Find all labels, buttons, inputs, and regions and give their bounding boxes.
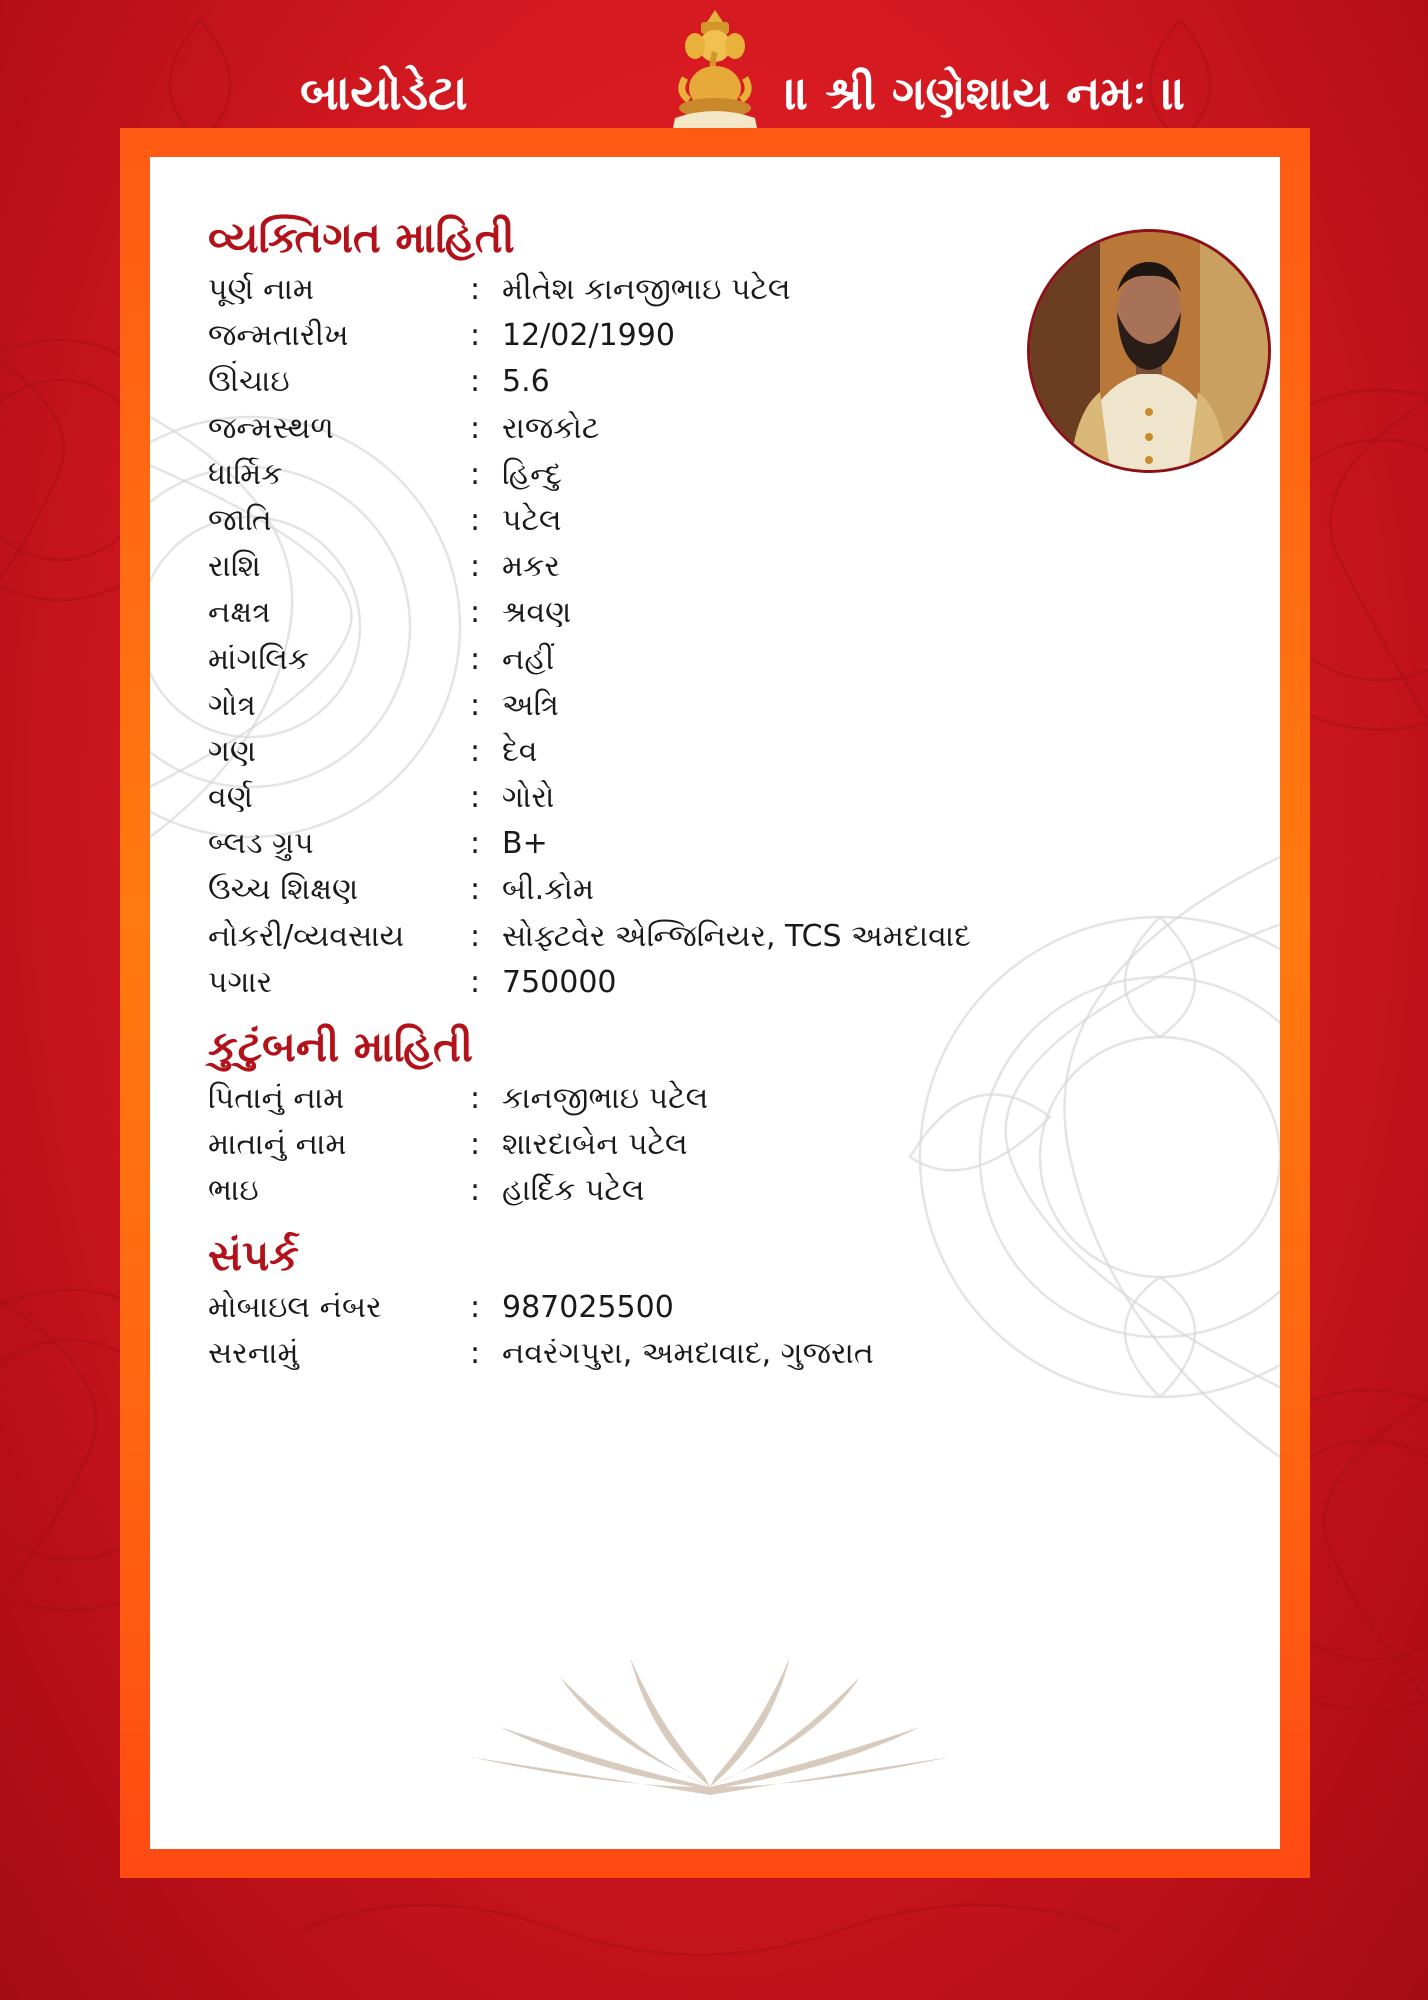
- row-value: 987025500: [502, 1289, 674, 1325]
- info-row-height: [208, 359, 1108, 405]
- row-label: બ્લડ ગ્રુપ: [208, 826, 314, 862]
- row-value: હિન્દુ: [502, 456, 562, 492]
- info-row-mobile: [208, 1285, 1108, 1331]
- row-value: 12/02/1990: [502, 318, 675, 354]
- row-separator: :: [470, 687, 481, 723]
- row-value: B+: [502, 826, 548, 862]
- row-label: સરનામું: [208, 1335, 299, 1371]
- biodata-sheet: [150, 157, 1280, 1849]
- info-row-religion: [208, 452, 1108, 498]
- info-row-salary: [208, 960, 1108, 1006]
- info-row-birth-place: [208, 406, 1108, 452]
- row-label: પિતાનું નામ: [208, 1081, 345, 1116]
- row-separator: :: [470, 364, 481, 400]
- row-label: માતાનું નામ: [208, 1127, 347, 1163]
- info-row-father-name: [208, 1076, 1108, 1122]
- row-label: જન્મસ્થળ: [208, 410, 334, 446]
- row-separator: :: [470, 1081, 481, 1116]
- row-separator: :: [470, 272, 481, 307]
- row-separator: :: [470, 456, 481, 492]
- row-value: કાનજીભાઇ પટેલ: [502, 1081, 709, 1116]
- row-label: પૂર્ણ નામ: [208, 272, 315, 307]
- info-row-address: [208, 1331, 1108, 1377]
- info-row-brother: [208, 1168, 1108, 1214]
- personal-info-heading: વ્યક્તિગત માહિતી: [208, 213, 515, 262]
- info-row-caste: [208, 498, 1108, 544]
- row-separator: :: [470, 1173, 481, 1209]
- row-value: સોફ્ટવેર એન્જિનિયર, TCS અમદાવાદ: [502, 918, 971, 954]
- row-value: અત્રિ: [502, 687, 559, 723]
- row-label: ઉચ્ચ શિક્ષણ: [208, 872, 359, 908]
- row-separator: :: [470, 1289, 481, 1325]
- row-label: મોબાઇલ નંબર: [208, 1289, 382, 1325]
- info-row-birth-date: [208, 313, 1108, 359]
- row-label: ગોત્ર: [208, 687, 256, 723]
- row-value: બી.કોમ: [502, 872, 595, 908]
- info-row-occupation: [208, 914, 1108, 960]
- row-separator: :: [470, 410, 481, 446]
- row-separator: :: [470, 872, 481, 908]
- row-label: ભાઇ: [208, 1173, 259, 1209]
- info-row-mother-name: [208, 1122, 1108, 1168]
- info-row-education: [208, 867, 1108, 913]
- row-separator: :: [470, 1127, 481, 1163]
- row-label: નોકરી/વ્યવસાય: [208, 918, 405, 954]
- section-spacer: [208, 1215, 1108, 1227]
- shree-ganeshay-namah-text: ॥ શ્રી ગણેશાય નમઃ ॥: [785, 66, 1187, 120]
- info-row-full-name: [208, 267, 1108, 313]
- biodata-content: [208, 209, 1108, 1377]
- row-separator: :: [470, 780, 481, 816]
- row-value: દેવ: [502, 733, 538, 769]
- row-value: મકર: [502, 549, 560, 585]
- ganesh-idol-icon: [665, 8, 765, 133]
- info-row-blood-group: [208, 821, 1108, 867]
- row-value: ગોરો: [502, 780, 555, 816]
- row-separator: :: [470, 826, 481, 862]
- row-label: ઊંચાઇ: [208, 364, 290, 400]
- row-separator: :: [470, 1335, 481, 1371]
- info-row-gotra: [208, 683, 1108, 729]
- row-label: રાશિ: [208, 549, 261, 585]
- row-value: નહીં: [502, 641, 555, 677]
- row-value: નવરંગપુરા, અમદાવાદ, ગુજરાત: [502, 1335, 874, 1371]
- row-label: વર્ણ: [208, 780, 253, 816]
- info-row-rashi: [208, 544, 1108, 590]
- row-value: શ્રવણ: [502, 595, 572, 631]
- row-value: હાર્દિક પટેલ: [502, 1173, 645, 1209]
- row-separator: :: [470, 318, 481, 354]
- info-row-complexion: [208, 775, 1108, 821]
- family-info-heading: કુટુંબની માહિતી: [208, 1022, 473, 1071]
- row-separator: :: [470, 595, 481, 631]
- row-separator: :: [470, 733, 481, 769]
- row-label: માંગલિક: [208, 641, 310, 677]
- row-value: રાજકોટ: [502, 410, 600, 446]
- section-spacer: [208, 1006, 1108, 1018]
- row-separator: :: [470, 964, 481, 1000]
- row-separator: :: [470, 641, 481, 677]
- row-label: નક્ષત્ર: [208, 595, 271, 631]
- row-separator: :: [470, 918, 481, 954]
- row-value: પટેલ: [502, 502, 562, 538]
- info-row-gan: [208, 729, 1108, 775]
- row-label: જન્મતારીખ: [208, 318, 349, 354]
- info-row-nakshatra: [208, 590, 1108, 636]
- biodata-title: બાયોડેટા: [300, 65, 468, 121]
- row-value: શારદાબેન પટેલ: [502, 1127, 688, 1163]
- row-label: ગણ: [208, 733, 257, 769]
- info-row-manglik: [208, 637, 1108, 683]
- floral-flourish-ornament: [460, 1637, 960, 1797]
- row-label: ધાર્મિક: [208, 456, 283, 492]
- row-value: 5.6: [502, 364, 550, 400]
- row-separator: :: [470, 549, 481, 585]
- row-label: જાતિ: [208, 502, 272, 538]
- row-separator: :: [470, 502, 481, 538]
- row-label: પગાર: [208, 964, 273, 1000]
- row-value: મીતેશ કાનજીભાઇ પટેલ: [502, 272, 791, 307]
- row-value: 750000: [502, 964, 617, 1000]
- contact-heading: સંપર્ક: [208, 1230, 299, 1280]
